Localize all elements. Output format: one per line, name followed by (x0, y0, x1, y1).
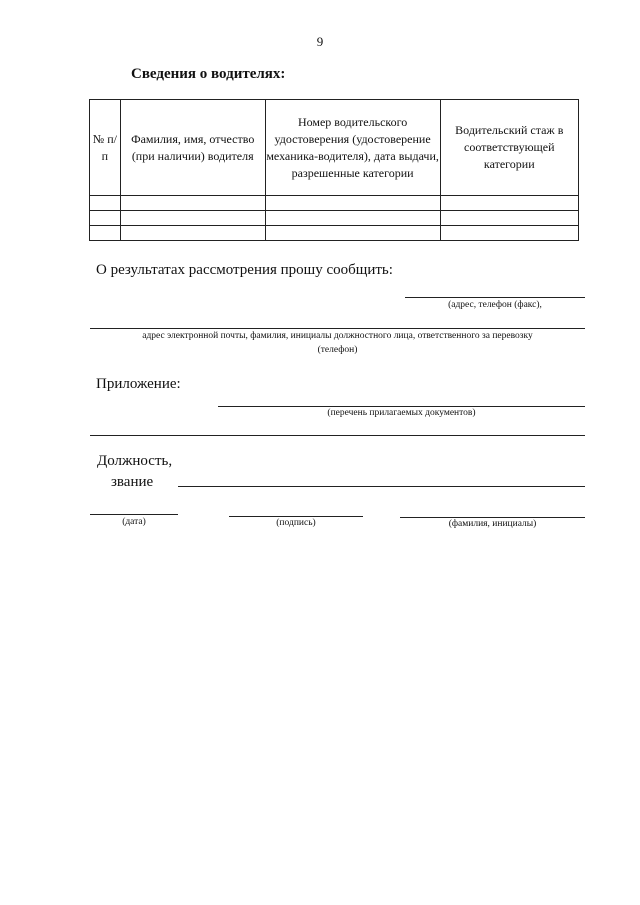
table-header-row (90, 100, 579, 196)
name-hint: (фамилия, инициалы) (448, 519, 537, 529)
address-line[interactable] (405, 297, 585, 298)
table-row (90, 196, 579, 211)
address-hint: (адрес, телефон (факс), (448, 300, 542, 310)
table-cell[interactable] (90, 211, 121, 226)
date-hint: (дата) (122, 517, 146, 527)
table-cell[interactable] (90, 196, 121, 211)
position-label: Должность, (97, 453, 173, 469)
table-row (90, 226, 579, 241)
table-cell[interactable] (440, 196, 578, 211)
table-cell[interactable] (90, 226, 121, 241)
table-cell[interactable] (120, 196, 265, 211)
attachment-hint: (перечень прилагаемых документов) (327, 408, 476, 418)
column-header-number: № п/п (90, 100, 121, 196)
email-line[interactable] (90, 328, 585, 329)
table-cell[interactable] (440, 226, 578, 241)
table-cell[interactable] (120, 211, 265, 226)
table-row (90, 211, 579, 226)
table-cell[interactable] (120, 226, 265, 241)
phone-hint: (телефон) (317, 345, 358, 355)
position-line[interactable] (178, 486, 585, 487)
email-hint: адрес электронной почты, фамилия, инициалы должностного лица, ответственного за перевозку (142, 331, 533, 341)
table-cell[interactable] (265, 211, 440, 226)
results-label: О результатах рассмотрения прошу сообщить: (96, 262, 393, 278)
page-number: 9 (316, 34, 324, 49)
column-header-full-name: Фамилия, имя, отчество (при наличии) водителя (120, 100, 265, 196)
section-heading: Сведения о водителях: (131, 66, 286, 82)
table-cell[interactable] (440, 211, 578, 226)
date-line[interactable] (90, 514, 178, 515)
drivers-table (89, 99, 579, 241)
rank-label: звание (111, 474, 154, 490)
attachment-line-2[interactable] (90, 435, 585, 436)
column-header-experience: Водительский стаж в соответствующей категории (440, 100, 578, 196)
signature-hint: (подпись) (276, 518, 316, 528)
name-line[interactable] (400, 517, 585, 518)
table-cell[interactable] (265, 196, 440, 211)
column-header-license: Номер водительского удостоверения (удостоверение механика-водителя), дата выдачи, разрешенные категории (265, 100, 440, 196)
table-cell[interactable] (265, 226, 440, 241)
attachment-label: Приложение: (96, 376, 181, 392)
signature-line[interactable] (229, 516, 363, 517)
attachment-line[interactable] (218, 406, 585, 407)
